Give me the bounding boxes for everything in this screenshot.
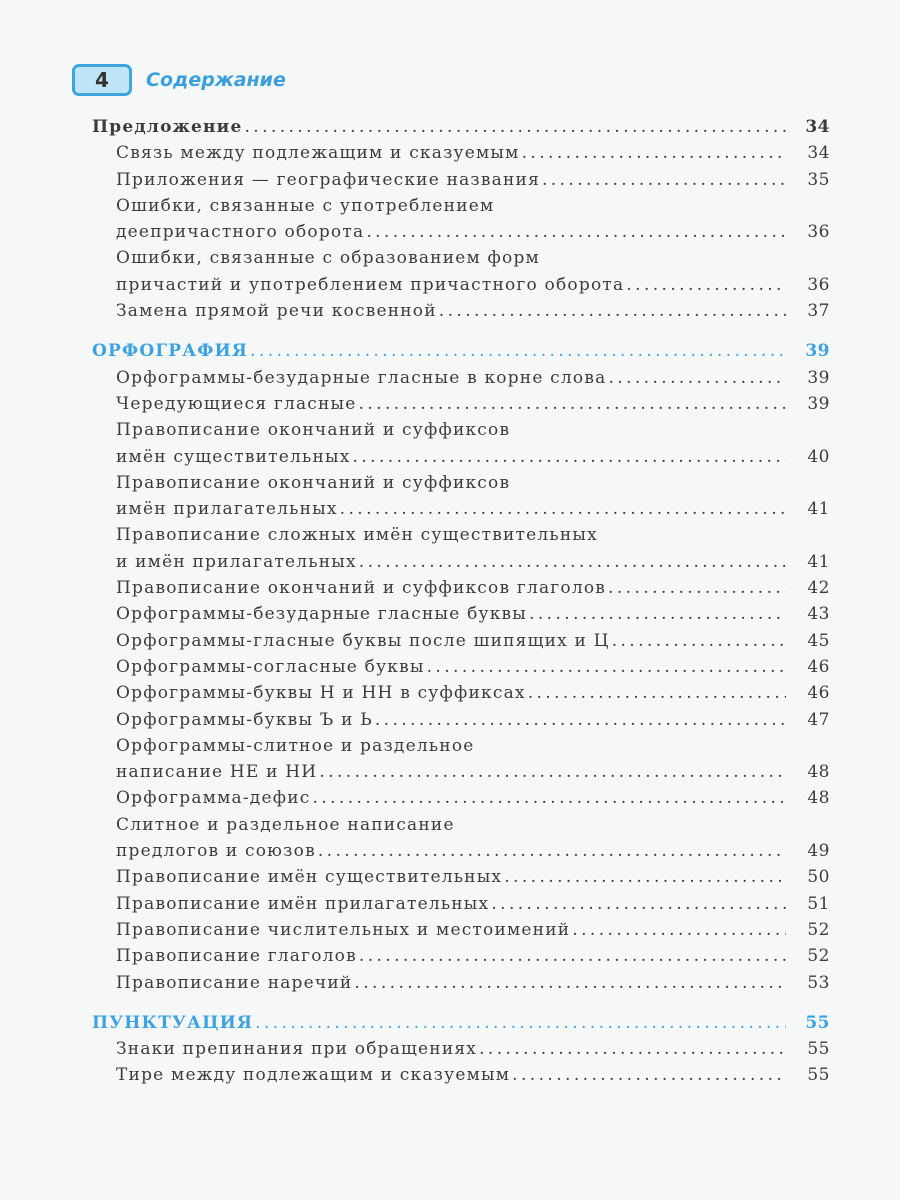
dot-leader bbox=[427, 654, 786, 680]
table-of-contents bbox=[92, 114, 830, 1089]
dot-leader bbox=[359, 943, 786, 969]
toc-entry-label: Орфограммы-буквы Н и НН в суффиксах bbox=[116, 683, 526, 704]
toc-entry bbox=[92, 1036, 830, 1062]
toc-entry bbox=[92, 1062, 830, 1088]
toc-entry bbox=[92, 245, 830, 271]
toc-entry-label: Предложение bbox=[92, 117, 243, 137]
toc-entry bbox=[92, 219, 830, 245]
toc-entry-label: Связь между подлежащим и сказуемым bbox=[116, 143, 520, 164]
toc-page-number: 39 bbox=[807, 393, 830, 414]
toc-entry-label: Ошибки, связанные с употреблением bbox=[116, 195, 495, 216]
dot-leader bbox=[354, 970, 786, 996]
toc-entry-label: Чередующиеся гласные bbox=[116, 393, 357, 414]
page-header bbox=[72, 64, 286, 96]
toc-entry-label: Орфограммы-безударные гласные в корне слова bbox=[116, 367, 607, 388]
toc-entry bbox=[92, 943, 830, 969]
toc-page-number: 40 bbox=[807, 446, 830, 467]
dot-leader bbox=[439, 298, 786, 324]
toc-entry bbox=[92, 167, 830, 193]
dot-leader bbox=[244, 114, 786, 140]
toc-entry-label: имён прилагательных bbox=[116, 499, 338, 520]
toc-entry-label: Правописание имён прилагательных bbox=[116, 893, 490, 914]
toc-page-number: 55 bbox=[805, 1012, 830, 1033]
toc-entry bbox=[92, 759, 830, 785]
toc-entry-label: Правописание наречий bbox=[116, 972, 353, 993]
toc-entry-label: Орфограмма-дефис bbox=[116, 788, 311, 809]
toc-entry bbox=[92, 838, 830, 864]
page-title: Содержание bbox=[146, 69, 286, 91]
toc-entry-label: Правописание окончаний и суффиксов bbox=[116, 420, 511, 441]
toc-page-number: 34 bbox=[807, 143, 830, 164]
toc-entry bbox=[92, 391, 830, 417]
toc-page-number: 42 bbox=[807, 578, 830, 599]
toc-page-number: 46 bbox=[807, 683, 830, 704]
toc-entry bbox=[92, 601, 830, 627]
toc-page-number: 45 bbox=[807, 630, 830, 651]
toc-page-number: 49 bbox=[807, 841, 830, 862]
toc-entry-label: причастий и употреблением причастного оборота bbox=[116, 274, 625, 295]
dot-leader bbox=[250, 338, 786, 364]
toc-page-number: 48 bbox=[807, 762, 830, 783]
toc-page-number: 36 bbox=[807, 222, 830, 243]
toc-entry bbox=[92, 272, 830, 298]
toc-entry-label: Правописание имён существительных bbox=[116, 867, 503, 888]
dot-leader bbox=[626, 272, 786, 298]
dot-leader bbox=[255, 1010, 786, 1036]
toc-page-number: 39 bbox=[805, 341, 830, 362]
toc-page-number: 46 bbox=[807, 656, 830, 677]
toc-entry-label: Орфограммы-безударные гласные буквы bbox=[116, 604, 528, 625]
dot-leader bbox=[612, 628, 786, 654]
toc-page-number: 52 bbox=[807, 946, 830, 967]
toc-entry bbox=[92, 193, 830, 219]
toc-entry-label: Правописание числительных и местоимений bbox=[116, 919, 571, 940]
toc-entry bbox=[92, 298, 830, 324]
toc-entry-label: ПУНКТУАЦИЯ bbox=[92, 1012, 254, 1033]
dot-leader bbox=[313, 785, 787, 811]
toc-page-number: 41 bbox=[807, 551, 830, 572]
dot-leader bbox=[359, 391, 786, 417]
toc-page-number: 43 bbox=[807, 604, 830, 625]
toc-page-number: 51 bbox=[807, 893, 830, 914]
dot-leader bbox=[522, 140, 786, 166]
toc-page-number: 39 bbox=[807, 367, 830, 388]
dot-leader bbox=[340, 496, 786, 522]
toc-section bbox=[92, 1010, 830, 1036]
toc-entry bbox=[92, 707, 830, 733]
toc-entry bbox=[92, 522, 830, 548]
toc-entry-label: Орфограммы-согласные буквы bbox=[116, 656, 425, 677]
toc-page-number: 37 bbox=[807, 301, 830, 322]
dot-leader bbox=[504, 864, 786, 890]
toc-page-number: 53 bbox=[807, 972, 830, 993]
toc-page-number: 48 bbox=[807, 788, 830, 809]
toc-page-number: 47 bbox=[807, 709, 830, 730]
toc-entry bbox=[92, 417, 830, 443]
toc-entry-label: и имён прилагательных bbox=[116, 551, 357, 572]
toc-entry-label: деепричастного оборота bbox=[116, 222, 365, 243]
toc-entry-label: Знаки препинания при обращениях bbox=[116, 1039, 478, 1060]
toc-entry bbox=[92, 140, 830, 166]
toc-entry bbox=[92, 733, 830, 759]
dot-leader bbox=[608, 575, 786, 601]
toc-heading bbox=[92, 114, 830, 140]
toc-entry-label: Орфограммы-буквы Ъ и Ь bbox=[116, 709, 373, 730]
toc-entry-label: Слитное и раздельное написание bbox=[116, 814, 455, 835]
toc-entry bbox=[92, 917, 830, 943]
toc-page-number: 50 bbox=[807, 867, 830, 888]
dot-leader bbox=[491, 891, 786, 917]
dot-leader bbox=[528, 680, 786, 706]
toc-entry-label: Орфограммы-гласные буквы после шипящих и Ц bbox=[116, 630, 610, 651]
toc-entry bbox=[92, 654, 830, 680]
toc-entry-label: Правописание окончаний и суффиксов глаголов bbox=[116, 578, 607, 599]
toc-entry bbox=[92, 970, 830, 996]
toc-entry bbox=[92, 628, 830, 654]
toc-page-number: 52 bbox=[807, 919, 830, 940]
page-number-badge: 4 bbox=[72, 64, 132, 96]
toc-page-number: 35 bbox=[807, 169, 830, 190]
dot-leader bbox=[608, 365, 786, 391]
toc-entry bbox=[92, 496, 830, 522]
toc-entry bbox=[92, 864, 830, 890]
toc-entry-label: ОРФОГРАФИЯ bbox=[92, 341, 249, 362]
dot-leader bbox=[529, 601, 786, 627]
toc-entry-label: написание НЕ и НИ bbox=[116, 762, 318, 783]
toc-entry-label: Ошибки, связанные с образованием форм bbox=[116, 248, 540, 269]
dot-leader bbox=[359, 549, 786, 575]
toc-entry bbox=[92, 812, 830, 838]
toc-entry-label: Орфограммы-слитное и раздельное bbox=[116, 735, 475, 756]
dot-leader bbox=[375, 707, 786, 733]
toc-entry-label: Тире между подлежащим и сказуемым bbox=[116, 1065, 511, 1086]
toc-entry bbox=[92, 680, 830, 706]
toc-entry bbox=[92, 891, 830, 917]
toc-entry bbox=[92, 365, 830, 391]
toc-entry bbox=[92, 549, 830, 575]
toc-page-number: 36 bbox=[807, 274, 830, 295]
dot-leader bbox=[572, 917, 786, 943]
dot-leader bbox=[512, 1062, 786, 1088]
toc-entry-label: Правописание сложных имён существительных bbox=[116, 525, 598, 546]
toc-page-number: 55 bbox=[807, 1039, 830, 1060]
toc-entry bbox=[92, 470, 830, 496]
dot-leader bbox=[542, 167, 786, 193]
toc-page-number: 41 bbox=[807, 499, 830, 520]
toc-entry bbox=[92, 575, 830, 601]
toc-entry-label: Приложения — географические названия bbox=[116, 169, 540, 190]
dot-leader bbox=[479, 1036, 786, 1062]
toc-entry-label: Правописание окончаний и суффиксов bbox=[116, 472, 511, 493]
toc-page-number: 34 bbox=[805, 117, 830, 137]
dot-leader bbox=[353, 444, 786, 470]
toc-entry-label: имён существительных bbox=[116, 446, 351, 467]
dot-leader bbox=[318, 838, 786, 864]
toc-entry-label: Замена прямой речи косвенной bbox=[116, 301, 437, 322]
dot-leader bbox=[319, 759, 786, 785]
toc-page-number: 55 bbox=[807, 1065, 830, 1086]
toc-entry bbox=[92, 785, 830, 811]
toc-entry-label: Правописание глаголов bbox=[116, 946, 357, 967]
toc-section bbox=[92, 338, 830, 364]
dot-leader bbox=[366, 219, 786, 245]
toc-entry-label: предлогов и союзов bbox=[116, 841, 316, 862]
toc-entry bbox=[92, 444, 830, 470]
